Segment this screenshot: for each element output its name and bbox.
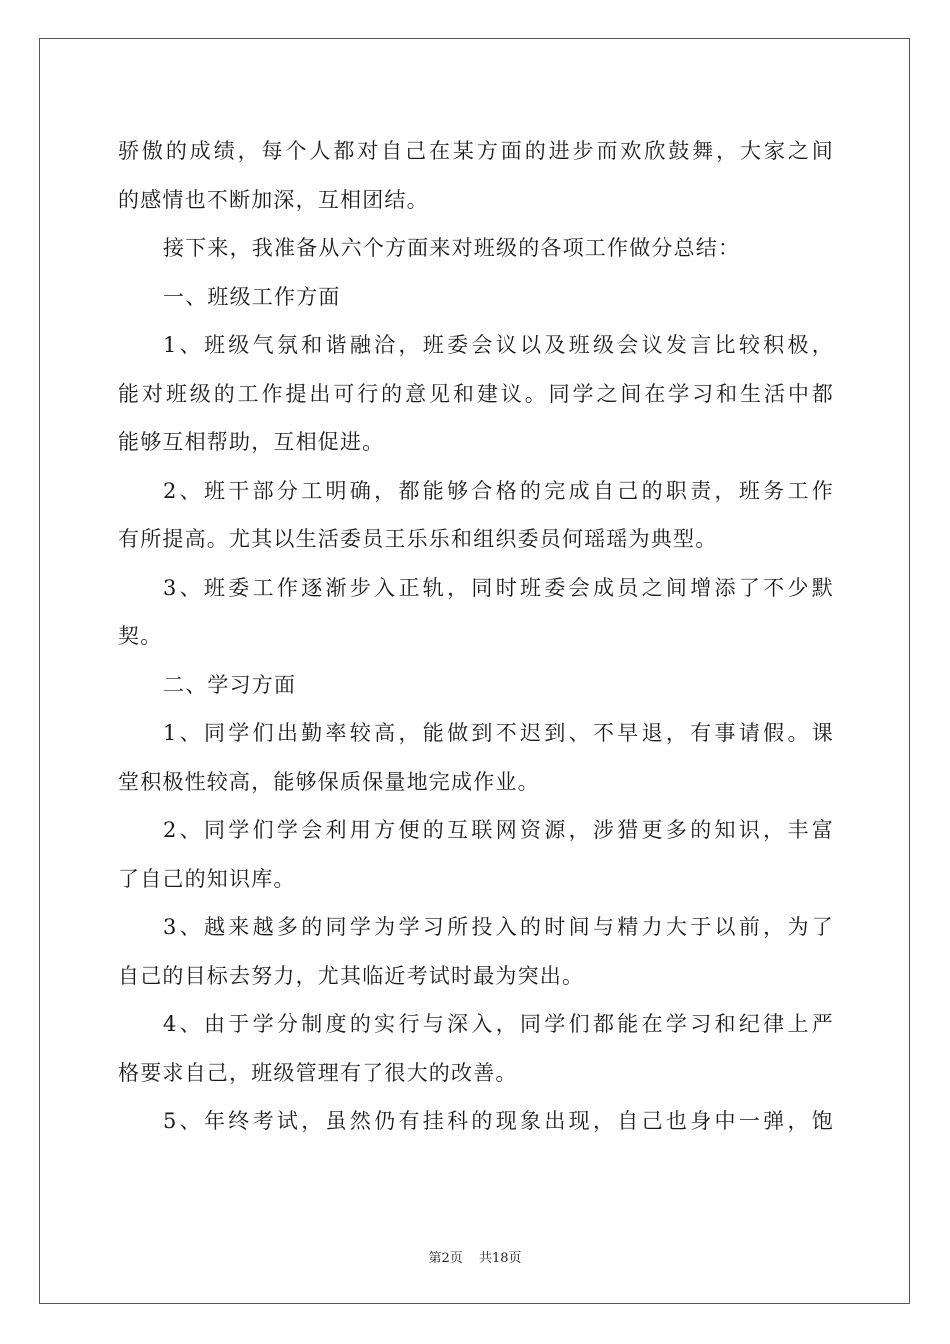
page-footer xyxy=(0,1247,950,1266)
text-line: 3、班委工作逐渐步入正轨，同时班委会成员之间增添了不少默 xyxy=(163,575,834,600)
text-line: 二、学习方面 xyxy=(163,672,297,697)
document-body xyxy=(118,127,834,1146)
text-line: 3、越来越多的同学为学习所投入的时间与精力大于以前，为了 xyxy=(163,915,834,939)
text-line: 堂积极性较高，能够保质保量地完成作业。 xyxy=(118,769,540,794)
text-line: 了自己的知识库。 xyxy=(118,866,296,891)
text-line: 格要求自己，班级管理有了很大的改善。 xyxy=(118,1060,518,1085)
page-number: 第2页 xyxy=(428,1251,463,1266)
text-line: 自己的目标去努力，尤其临近考试时最为突出。 xyxy=(118,963,585,988)
text-line: 一、班级工作方面 xyxy=(163,284,341,309)
text-line: 能够互相帮助，互相促进。 xyxy=(118,430,385,454)
text-line: 5、年终考试，虽然仍有挂科的现象出现，自己也身中一弹，饱 xyxy=(163,1109,834,1133)
text-line: 1、班级气氛和谐融洽，班委会议以及班级会议发言比较积极， xyxy=(163,333,834,357)
text-line: 骄傲的成绩，每个人都对自己在某方面的进步而欢欣鼓舞，大家之间 xyxy=(118,139,834,163)
page-total: 共18页 xyxy=(478,1251,522,1266)
text-line: 1、同学们出勤率较高，能做到不迟到、不早退，有事请假。课 xyxy=(163,721,834,745)
text-line: 契。 xyxy=(118,624,163,648)
text-line: 4、由于学分制度的实行与深入，同学们都能在学习和纪律上严 xyxy=(163,1012,834,1036)
text-line: 的感情也不断加深，互相团结。 xyxy=(118,187,429,212)
text-line: 有所提高。尤其以生活委员王乐乐和组织委员何瑶瑶为典型。 xyxy=(118,527,718,551)
text-line: 接下来，我准备从六个方面来对班级的各项工作做分总结： xyxy=(163,236,741,260)
text-line: 能对班级的工作提出可行的意见和建议。同学之间在学习和生活中都 xyxy=(118,381,834,406)
text-line: 2、同学们学会利用方便的互联网资源，涉猎更多的知识，丰富 xyxy=(163,818,834,842)
text-line: 2、班干部分工明确，都能够合格的完成自己的职责，班务工作 xyxy=(163,478,834,503)
